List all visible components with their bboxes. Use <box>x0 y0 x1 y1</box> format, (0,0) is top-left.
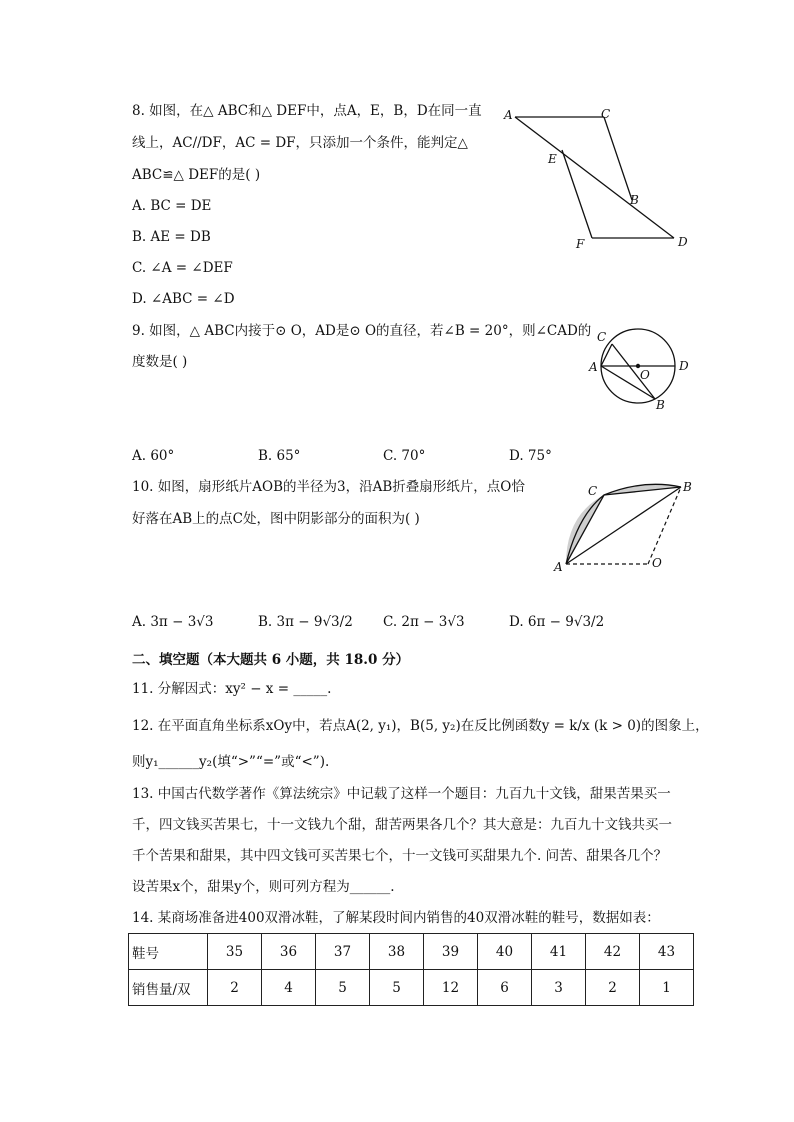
q9-label-o: O <box>640 368 650 382</box>
q9-option-a: A. 60° <box>132 448 175 464</box>
table-cell: 41 <box>532 934 586 970</box>
q9-line-1: 9. 如图，△ ABC内接于⊙ O，AD是⊙ O的直径，若∠B = 20°，则∠CAD的 <box>132 323 592 339</box>
table-cell: 6 <box>478 970 532 1006</box>
q13-line-3: 千个苦果和甜果，其中四文钱可买苦果七个，十一文钱可买甜果九个. 问苦、甜果各几个？ <box>132 848 668 864</box>
table-cell: 39 <box>424 934 478 970</box>
q8-line-3: ABC≌△ DEF的是( ) <box>132 167 261 183</box>
q10-label-b: B <box>683 480 692 494</box>
table-cell: 38 <box>370 934 424 970</box>
q9-label-a: A <box>589 360 598 374</box>
table-row <box>129 934 694 970</box>
section-heading: 二、填空题（本大题共 6 小题，共 18.0 分） <box>132 652 410 668</box>
table-cell: 42 <box>586 934 640 970</box>
q11-text: 11. 分解因式：xy² − x = _____. <box>132 681 332 697</box>
q9-figure <box>585 325 695 415</box>
q9-line-2: 度数是( ) <box>132 354 188 370</box>
q8-label-f: F <box>576 237 585 251</box>
q14-line-1: 14. 某商场准备进400双滑冰鞋，了解某段时间内销售的40双滑冰鞋的鞋号，数据如表： <box>132 910 660 926</box>
q10-option-a: A. 3π − 3√3 <box>132 614 214 630</box>
q10-line-1: 10. 如图，扇形纸片AOB的半径为3，沿AB折叠扇形纸片，点O恰 <box>132 479 525 495</box>
table-cell: 5 <box>370 970 424 1006</box>
q8-option-a: A. BC = DE <box>132 198 212 214</box>
table-cell: 1 <box>640 970 694 1006</box>
table-cell: 5 <box>316 970 370 1006</box>
q12-line-2: 则y₁______y₂(填“>”“=”或“<”). <box>132 754 330 770</box>
q8-option-b: B. AE = DB <box>132 229 211 245</box>
q8-label-d: D <box>678 235 688 249</box>
table-row <box>129 970 694 1006</box>
table-cell: 36 <box>262 934 316 970</box>
table-cell: 12 <box>424 970 478 1006</box>
q13-line-4: 设苦果x个，甜果y个，则可列方程为______. <box>132 879 395 895</box>
table-cell: 4 <box>262 970 316 1006</box>
q8-line-2: 线上，AC//DF，AC = DF，只添加一个条件，能判定△ <box>132 135 468 151</box>
table-cell: 2 <box>586 970 640 1006</box>
q8-figure <box>500 100 700 255</box>
q10-label-o: O <box>652 556 662 570</box>
q10-option-c: C. 2π − 3√3 <box>383 614 465 630</box>
q10-option-d: D. 6π − 9√3/2 <box>509 614 605 630</box>
q10-label-c: C <box>588 484 598 498</box>
q8-option-d: D. ∠ABC = ∠D <box>132 291 235 307</box>
q9-option-b: B. 65° <box>258 448 301 464</box>
table-cell: 37 <box>316 934 370 970</box>
q9-option-d: D. 75° <box>509 448 552 464</box>
table-header-sales: 销售量/双 <box>129 970 208 1006</box>
q8-option-c: C. ∠A = ∠DEF <box>132 260 233 276</box>
q9-label-c: C <box>597 330 607 344</box>
q10-line-2: 好落在AB上的点C处，图中阴影部分的面积为( ) <box>132 511 420 527</box>
q8-line-1: 8. 如图，在△ ABC和△ DEF中，点A，E，B，D在同一直 <box>132 103 482 119</box>
q9-option-c: C. 70° <box>383 448 426 464</box>
q8-label-b: B <box>630 193 639 207</box>
q13-line-2: 千，四文钱买苦果七，十一文钱九个甜，甜苦两果各几个？其大意是：九百九十文钱共买一 <box>132 817 672 833</box>
table-cell: 35 <box>208 934 262 970</box>
shoe-size-table <box>128 933 694 1006</box>
table-cell: 43 <box>640 934 694 970</box>
q8-label-e: E <box>548 152 557 166</box>
q8-label-c: C <box>601 107 611 121</box>
q13-line-1: 13. 中国古代数学著作《算法统宗》中记载了这样一个题目：九百九十文钱，甜果苦果买一 <box>132 786 671 802</box>
table-cell: 3 <box>532 970 586 1006</box>
table-cell: 40 <box>478 934 532 970</box>
table-header-size: 鞋号 <box>129 934 208 970</box>
q9-label-d: D <box>679 359 689 373</box>
q12-line-1: 12. 在平面直角坐标系xOy中，若点A(2, y₁)，B(5, y₂)在反比例函数y = k/x (k > 0)的图象上， <box>132 718 709 734</box>
q10-label-a: A <box>554 560 563 574</box>
table-cell: 2 <box>208 970 262 1006</box>
q10-option-b: B. 3π − 9√3/2 <box>258 614 353 630</box>
q10-figure <box>548 475 698 575</box>
q8-label-a: A <box>504 108 513 122</box>
q9-label-b: B <box>656 398 665 412</box>
